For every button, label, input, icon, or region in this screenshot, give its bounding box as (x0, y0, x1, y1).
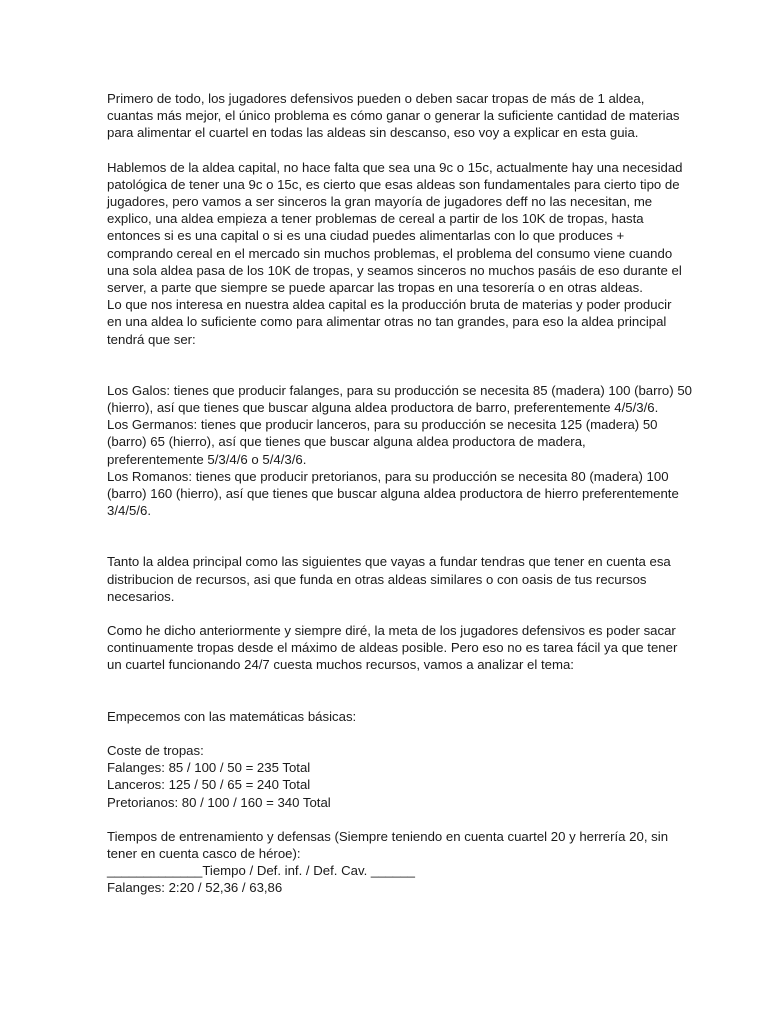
text-line: Empecemos con las matemáticas básicas: (107, 708, 357, 724)
text-line: un cuartel funcionando 24/7 cuesta muchos recursos, vamos a analizar el tema: (107, 657, 574, 673)
paragraph (107, 159, 687, 348)
paragraph-spacer (107, 142, 687, 159)
text-line: _____________Tiempo / Def. inf. / Def. Cav. ______ (107, 863, 415, 879)
paragraph-spacer (107, 674, 687, 708)
text-line: distribucion de recursos, asi que funda en otras aldeas similares o con oasis de tus recursos (107, 571, 647, 587)
text-line: necesarios. (107, 588, 175, 604)
paragraph-spacer (107, 348, 687, 382)
text-line: (barro) 65 (hierro), así que tienes que buscar alguna aldea productora de madera, (107, 434, 586, 450)
paragraph (107, 553, 687, 605)
text-line: (barro) 160 (hierro), así que tienes que buscar alguna aldea productora de hierro preferentemente (107, 486, 679, 502)
paragraph-spacer (107, 725, 687, 742)
paragraph (107, 742, 687, 811)
text-line: (hierro), así que tienes que buscar alguna aldea productora de barro, preferentemente 4/5/3/6. (107, 400, 659, 416)
text-line: Lo que nos interesa en nuestra aldea capital es la producción bruta de materias y poder producir (107, 297, 672, 313)
paragraph-spacer (107, 519, 687, 553)
text-line: patológica de tener una 9c o 15c, es cierto que esas aldeas son fundamentales para cierto tipo de (107, 176, 680, 192)
text-line: Tiempos de entrenamiento y defensas (Siempre teniendo en cuenta cuartel 20 y herrería 20, sin (107, 828, 669, 844)
document-page (107, 90, 692, 897)
text-line: para alimentar el cuartel en todas las aldeas sin descanso, eso voy a explicar en esta guia. (107, 125, 639, 141)
text-line: 3/4/5/6. (107, 503, 151, 519)
text-line: Falanges: 2:20 / 52,36 / 63,86 (107, 880, 283, 896)
paragraph (107, 622, 687, 674)
text-line: Los Romanos: tienes que producir pretorianos, para su producción se necesita 80 (madera) 100 (107, 468, 669, 484)
text-line: cuantas más mejor, el único problema es cómo ganar o generar la suficiente cantidad de materias (107, 108, 680, 124)
paragraph (107, 382, 692, 520)
text-line: Como he dicho anteriormente y siempre diré, la meta de los jugadores defensivos es poder sacar (107, 623, 676, 639)
paragraph (107, 90, 687, 142)
text-line: Tanto la aldea principal como las siguientes que vayas a fundar tendras que tener en cuenta esa (107, 554, 671, 570)
text-line: comprando cereal en el mercado sin muchos problemas, el problema del consumo viene cuando (107, 245, 673, 261)
text-line: jugadores, pero vamos a ser sinceros la gran mayoría de jugadores deff no las necesitan, me (107, 194, 653, 210)
text-line: Los Galos: tienes que producir falanges, para su producción se necesita 85 (madera) 100 (barro) 50 (107, 382, 692, 398)
paragraph-spacer (107, 811, 687, 828)
text-line: server, a parte que siempre se puede aparcar las tropas en una tesorería o en otras aldeas. (107, 280, 643, 296)
text-line: Primero de todo, los jugadores defensivos pueden o deben sacar tropas de más de 1 aldea, (107, 91, 645, 106)
text-line: Los Germanos: tienes que producir lanceros, para su producción se necesita 125 (madera) 50 (107, 417, 658, 433)
text-line: Pretorianos: 80 / 100 / 160 = 340 Total (107, 794, 331, 810)
text-line: entonces si es una capital o si es una ciudad puedes alimentarlas con lo que produces + (107, 228, 625, 244)
text-line: una sola aldea pasa de los 10K de tropas, y seamos sinceros no muchos pasáis de eso durante el (107, 262, 682, 278)
paragraph (107, 708, 687, 725)
text-line: explico, una aldea empieza a tener problemas de cereal a partir de los 10K de tropas, hasta (107, 211, 644, 227)
text-line: tendrá que ser: (107, 331, 196, 347)
text-line: en una aldea lo suficiente como para alimentar otras no tan grandes, para eso la aldea principal (107, 314, 667, 330)
paragraph-spacer (107, 605, 687, 622)
text-line: preferentemente 5/3/4/6 o 5/4/3/6. (107, 451, 307, 467)
text-line: Lanceros: 125 / 50 / 65 = 240 Total (107, 777, 311, 793)
text-line: continuamente tropas desde el máximo de aldeas posible. Pero eso no es tarea fácil ya que tener (107, 640, 678, 656)
paragraph (107, 828, 687, 897)
text-line: Falanges: 85 / 100 / 50 = 235 Total (107, 760, 311, 776)
text-line: Coste de tropas: (107, 742, 204, 758)
text-line: tener en cuenta casco de héroe): (107, 845, 301, 861)
text-line: Hablemos de la aldea capital, no hace falta que sea una 9c o 15c, actualmente hay una necesidad (107, 159, 683, 175)
